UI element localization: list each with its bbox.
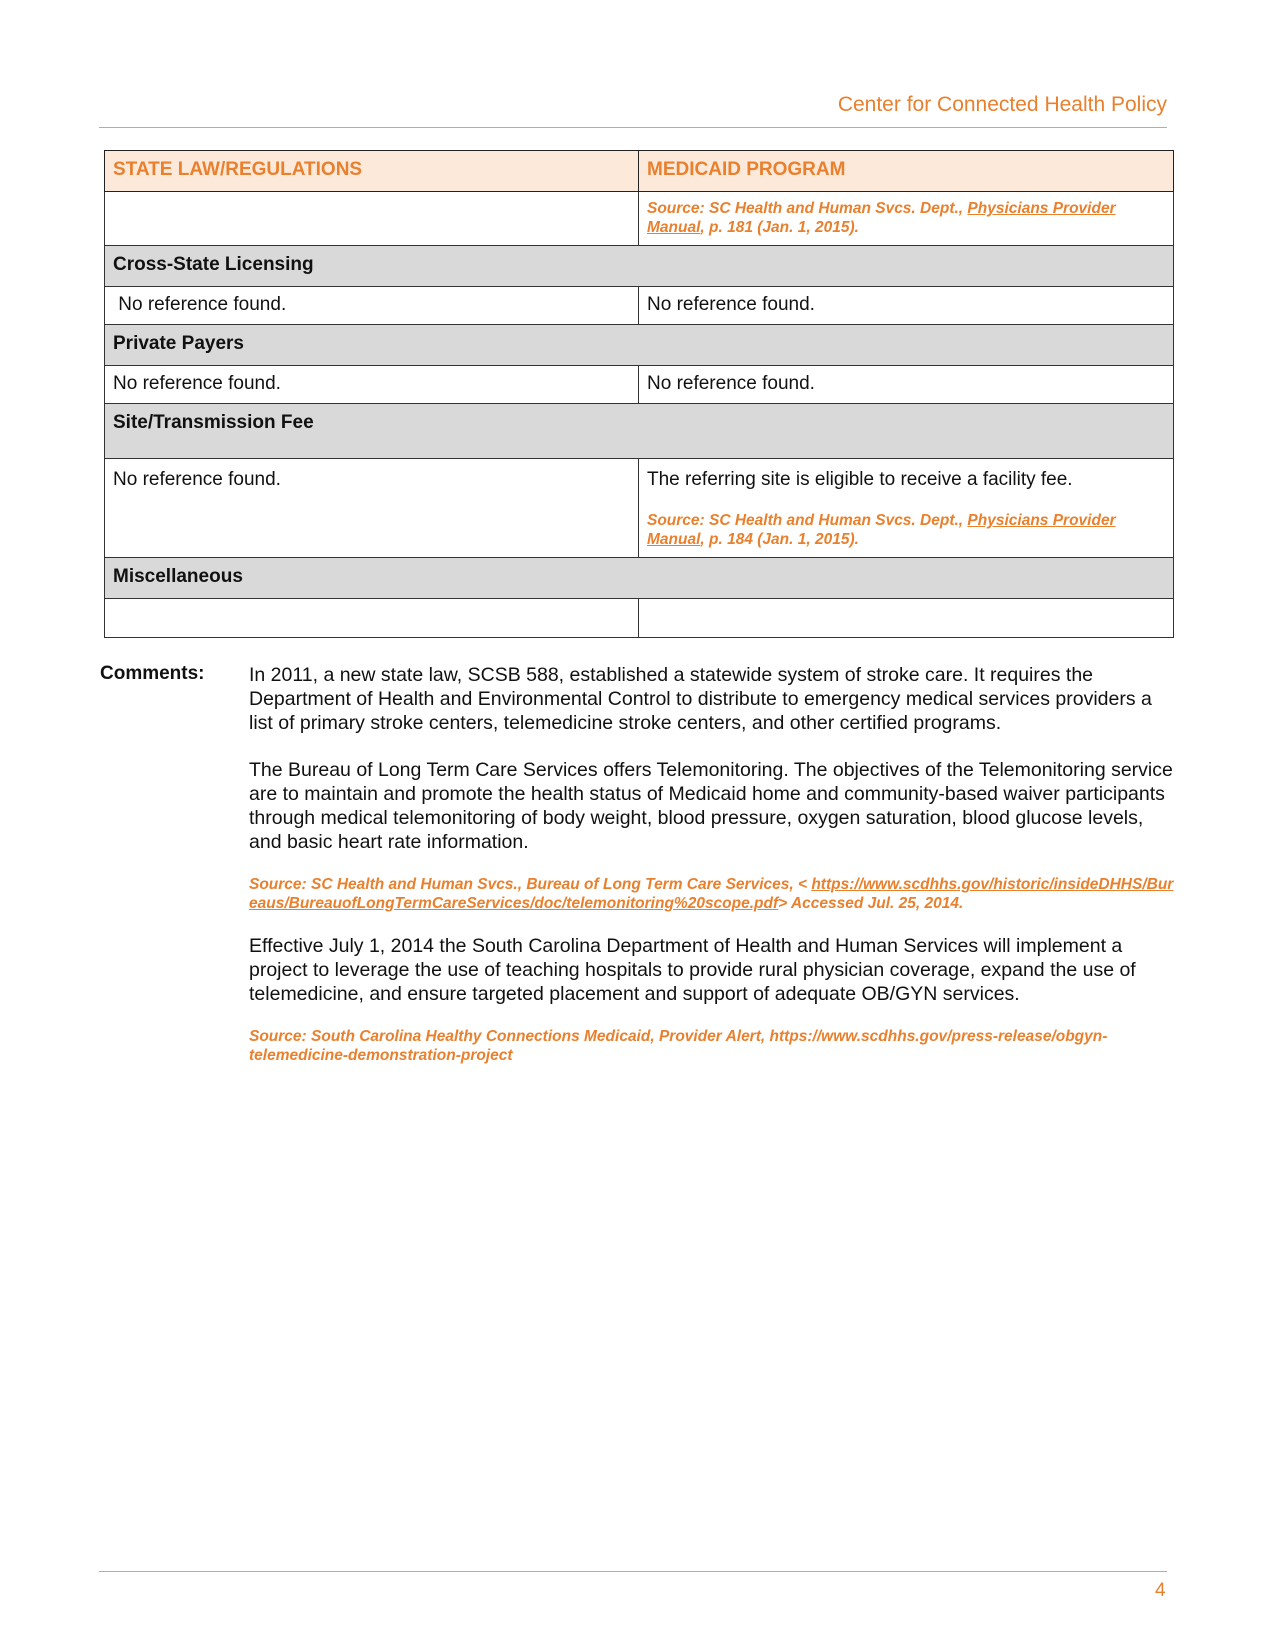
- medicaid-cell: No reference found.: [639, 287, 1174, 325]
- comment-paragraph: The Bureau of Long Term Care Services offers Telemonitoring. The objectives of the Telemonitoring service are to maintain and promote the health status of Medicaid home and community-based waiver participants through medical telemonitoring of body weight, blood pressure, oxygen saturation, blood glucose levels, and basic heart rate information.: [249, 759, 1173, 853]
- state-cell: [105, 599, 639, 638]
- source-citation: Source: SC Health and Human Svcs. Dept., Physicians Provider Manual, p. 184 (Jan. 1, 2015).: [647, 512, 1116, 548]
- section-title: Cross-State Licensing: [105, 246, 1174, 287]
- source-link[interactable]: https://www.scdhhs.gov/historic/insideDHHS/Bureaus/BureauofLongTermCareServices/doc/telemonitoring%20scope.pdf: [249, 876, 1174, 912]
- table-row: [105, 459, 1174, 558]
- source-link[interactable]: Physicians Provider: [967, 512, 1116, 529]
- running-header-title: Center for Connected Health Policy: [837, 93, 1167, 116]
- state-cell: No reference found.: [105, 287, 639, 325]
- table-row: [105, 599, 1174, 638]
- state-cell: No reference found.: [105, 366, 639, 404]
- policy-table: [104, 150, 1174, 638]
- medicaid-text: The referring site is eligible to receive a facility fee.: [647, 469, 1073, 490]
- section-title: Site/Transmission Fee: [105, 404, 1174, 459]
- comment-paragraph: In 2011, a new state law, SCSB 588, established a statewide system of stroke care. It requires the Department of Health and Environmental Control to distribute to emergency medical services providers a list of primary stroke centers, telemedicine stroke centers, and other certified programs.: [249, 664, 1152, 734]
- table-row: [105, 192, 1174, 246]
- section-row-cross-state-licensing: [105, 246, 1174, 287]
- column-header-state-law: STATE LAW/REGULATIONS: [105, 151, 639, 192]
- state-cell: [105, 192, 639, 246]
- page-number: 4: [1155, 1580, 1166, 1601]
- state-cell: No reference found.: [105, 459, 639, 558]
- source-link[interactable]: Manual: [647, 219, 701, 236]
- table-header-row: [105, 151, 1174, 192]
- header-divider: [99, 127, 1167, 128]
- source-link[interactable]: Physicians Provider: [967, 200, 1116, 217]
- section-title: Miscellaneous: [105, 558, 1174, 599]
- medicaid-cell: No reference found.: [639, 366, 1174, 404]
- medicaid-cell: [639, 459, 1174, 558]
- source-citation: Source: SC Health and Human Svcs., Bureau of Long Term Care Services, < https://www.scdhhs.gov/historic/insideDHHS/Bureaus/BureauofLongTermCareServices/doc/telemonitoring%20scope.pdf> Accessed Jul. 25, 2014.: [249, 876, 1174, 912]
- comments-body: [249, 663, 1179, 1086]
- section-title: Private Payers: [105, 325, 1174, 366]
- footer-divider: [99, 1571, 1167, 1572]
- section-row-miscellaneous: [105, 558, 1174, 599]
- comments-label: Comments:: [100, 663, 205, 684]
- source-citation: Source: SC Health and Human Svcs. Dept., Physicians Provider Manual, p. 181 (Jan. 1, 2015).: [647, 200, 1116, 236]
- medicaid-cell: [639, 599, 1174, 638]
- section-row-private-payers: [105, 325, 1174, 366]
- medicaid-cell: [639, 192, 1174, 246]
- column-header-medicaid: MEDICAID PROGRAM: [639, 151, 1174, 192]
- table-row: [105, 366, 1174, 404]
- comment-paragraph: Effective July 1, 2014 the South Carolina Department of Health and Human Services will implement a project to leverage the use of teaching hospitals to provide rural physician coverage, expand the use of telemedicine, and ensure targeted placement and support of adequate OB/GYN services.: [249, 935, 1136, 1005]
- section-row-site-transmission-fee: [105, 404, 1174, 459]
- table-row: [105, 287, 1174, 325]
- source-link[interactable]: Manual: [647, 531, 701, 548]
- source-citation: Source: South Carolina Healthy Connections Medicaid, Provider Alert, https://www.scdhhs.gov/press-release/obgyn-telemedicine-demonstration-project: [249, 1028, 1108, 1064]
